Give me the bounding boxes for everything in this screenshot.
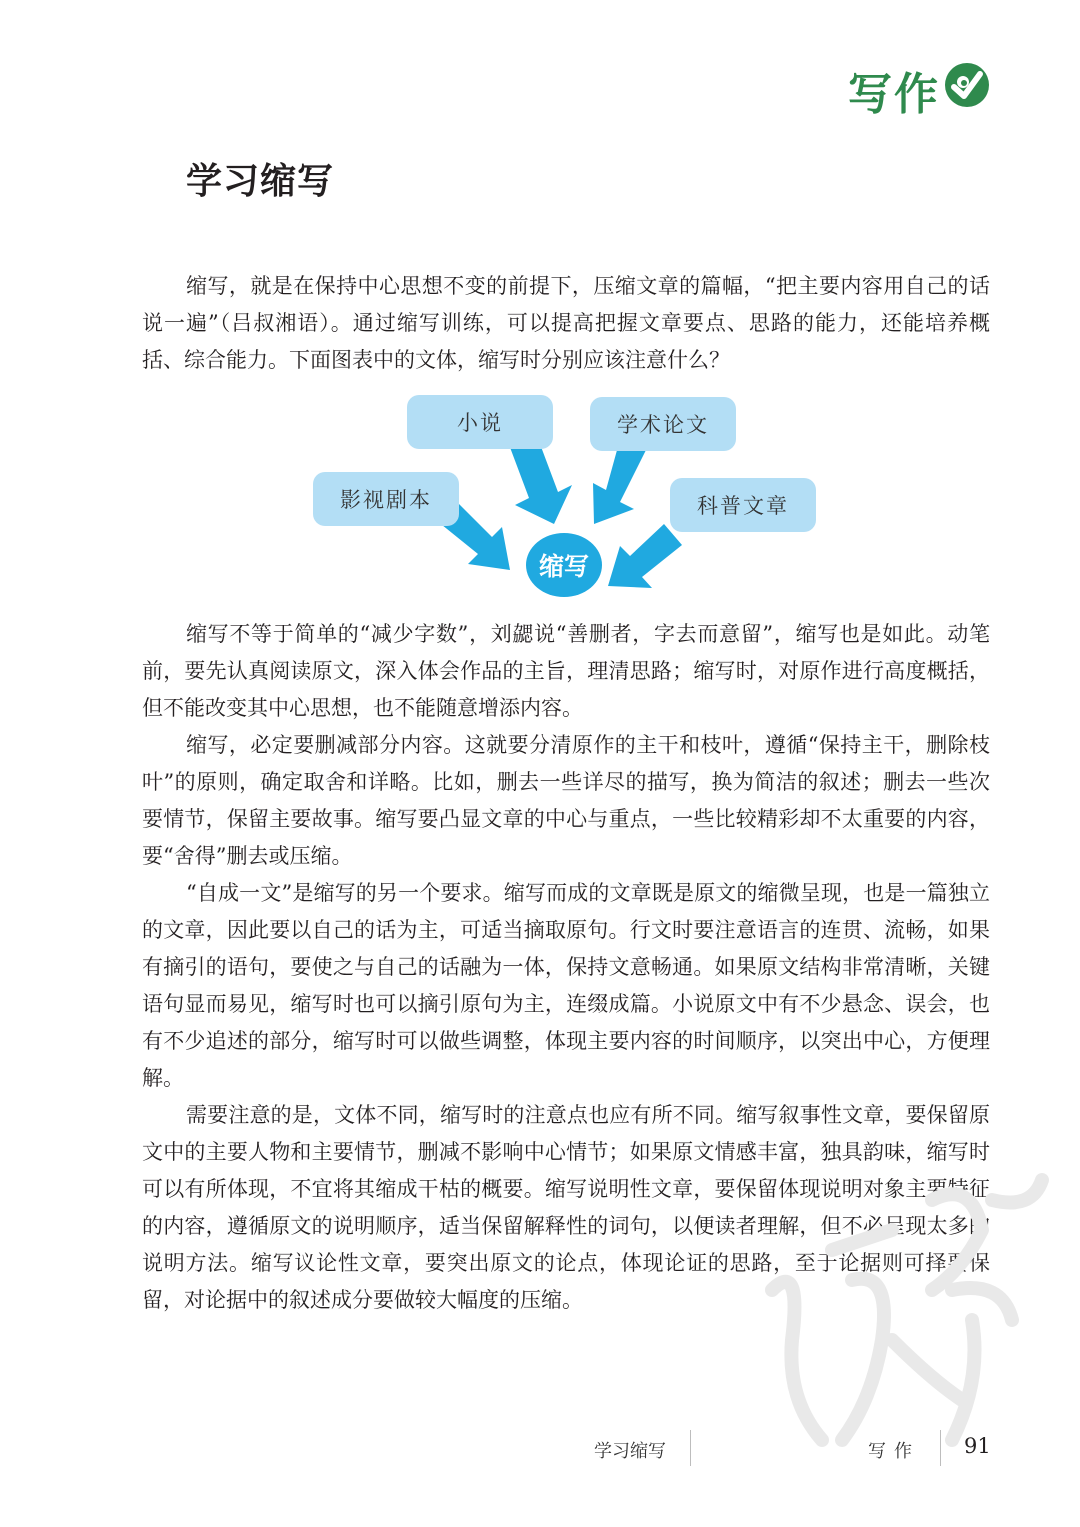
- watermark-calligraphy: [732, 1140, 1062, 1480]
- genre-box-science-article: 科普文章: [670, 478, 816, 532]
- footer-chapter-title: 学习缩写: [594, 1441, 666, 1462]
- genre-box-novel: 小说: [407, 395, 553, 449]
- genre-diagram: [300, 388, 840, 608]
- genre-box-film-script: 影视剧本: [313, 472, 459, 526]
- paragraph-delete-content: 缩写，必定要删减部分内容。这就要分清原作的主干和枝叶，遵循“保持主干，删除枝叶”的原则，确定取舍和详略。比如，删去一些详尽的描写，换为简洁的叙述；删去一些次要情节，保留主要故事。缩写要凸显文章的中心与重点，一些比较精彩却不太重要的内容，要“舍得”删去或压缩。: [142, 733, 990, 868]
- paragraph-not-simple-reduction: 缩写不等于简单的“减少字数”，刘勰说“善删者，字去而意留”，缩写也是如此。动笔前，要先认真阅读原文，深入体会作品的主旨，理清思路；缩写时，对原作进行高度概括，但不能改变其中心思想，也不能随意增添内容。: [142, 622, 990, 720]
- genre-box-academic-paper: 学术论文: [590, 397, 736, 451]
- footer-divider: [690, 1430, 691, 1466]
- footer-section-label: 写作: [868, 1441, 920, 1462]
- paragraph-self-contained: “自成一文”是缩写的另一个要求。缩写而成的文章既是原文的缩微呈现，也是一篇独立的文章，因此要以自己的话为主，可适当摘取原句。行文时要注意语言的连贯、流畅，如果有摘引的语句，要使之与自己的话融为一体，保持文意畅通。如果原文结构非常清晰，关键语句显而易见，缩写时也可以摘引原句为主，连缀成篇。小说原文中有不少悬念、误会，也有不少追述的部分，缩写时可以做些调整，体现主要内容的时间顺序，以突出中心，方便理解。: [142, 881, 990, 1090]
- intro-paragraph: 缩写，就是在保持中心思想不变的前提下，压缩文章的篇幅，“把主要内容用自己的话说一遍”（吕叔湘语）。通过缩写训练，可以提高把握文章要点、思路的能力，还能培养概括、综合能力。下面图表中的文体，缩写时分别应该注意什么？: [142, 274, 990, 372]
- footer-divider: [940, 1430, 941, 1466]
- section-header-title: 写作: [848, 69, 940, 120]
- center-circle-abridgement: 缩写: [526, 533, 602, 597]
- check-leaf-icon: [942, 60, 992, 110]
- paragraph-genre-differences: 需要注意的是，文体不同，缩写时的注意点也应有所不同。缩写叙事性文章，要保留原文中的主要人物和主要情节，删减不影响中心情节；如果原文情感丰富，独具韵味，缩写时可以有所体现，不宜将其缩成干枯的概要。缩写说明性文章，要保留体现说明对象主要特征的内容，遵循原文的说明顺序，适当保留解释性的词句，以便读者理解，但不必呈现太多的说明方法。缩写议论性文章，要突出原文的论点，体现论证的思路，至于论据则可择要保留，对论据中的叙述成分要做较大幅度的压缩。: [142, 1103, 990, 1312]
- page-title: 学习缩写: [186, 160, 335, 202]
- arrow-science-article: [608, 524, 682, 588]
- page-number: 91: [964, 1434, 991, 1458]
